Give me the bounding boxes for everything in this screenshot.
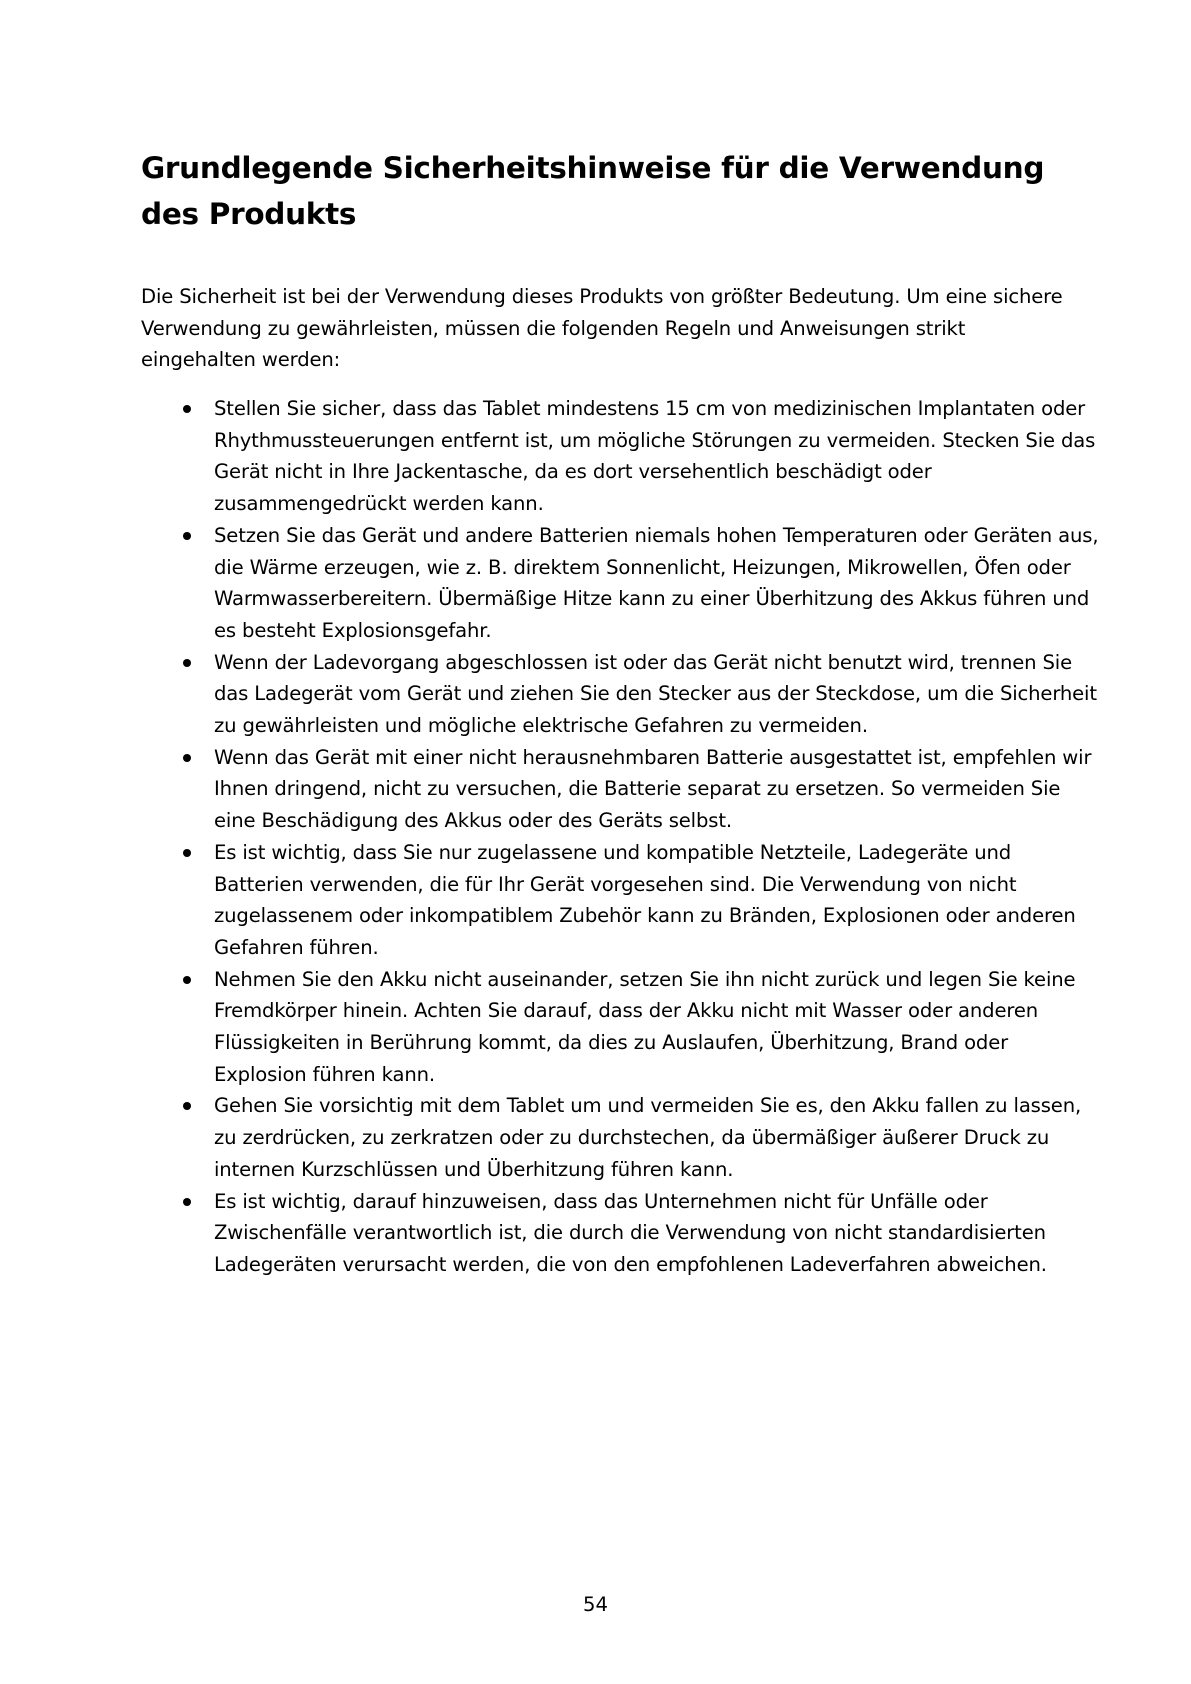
bullet-icon [183, 754, 191, 762]
bullet-icon [183, 1198, 191, 1206]
list-item [141, 837, 1101, 964]
list-item [141, 520, 1101, 647]
list-item-text: Es ist wichtig, dass Sie nur zugelassene und kompatible Netzteile, Ladegeräte und Batterien verwenden, die für Ihr Gerät vorgesehen sind. Die Verwendung von nicht zugelassenem oder inkompatiblem Zubehör kann zu Bränden, Explosionen oder anderen Gefahren führen. [214, 840, 1076, 959]
bullet-icon [183, 659, 191, 667]
list-item [141, 1186, 1101, 1281]
intro-paragraph: Die Sicherheit ist bei der Verwendung dieses Produkts von größter Bedeutung. Um eine sichere Verwendung zu gewährleisten, müssen die folgenden Regeln und Anweisungen strikt eingehalten werden: [141, 285, 1063, 372]
list-item [141, 647, 1101, 742]
list-item-text: Wenn der Ladevorgang abgeschlossen ist oder das Gerät nicht benutzt wird, trennen Sie das Ladegerät vom Gerät und ziehen Sie den Stecker aus der Steckdose, um die Sicherheit zu gewährleisten und mögliche elektrische Gefahren zu vermeiden. [214, 650, 1097, 738]
list-item [141, 1090, 1101, 1185]
list-item [141, 742, 1101, 837]
list-item-text: Stellen Sie sicher, dass das Tablet mindestens 15 cm von medizinischen Implantaten oder Rhythmussteuerungen entfernt ist, um mögliche Störungen zu vermeiden. Stecken Sie das Gerät nicht in Ihre Jackentasche, da es dort versehentlich beschädigt oder zusammengedrückt werden kann. [214, 397, 1096, 516]
list-item [141, 964, 1101, 1091]
list-item-text: Setzen Sie das Gerät und andere Batterien niemals hohen Temperaturen oder Geräten aus, die Wärme erzeugen, wie z. B. direktem Sonnenlicht, Heizungen, Mikrowellen, Öfen oder Warmwasserbereitern. Übermäßige Hitze kann zu einer Überhitzung des Akkus führen und es besteht Explosionsgefahr. [214, 523, 1099, 642]
bullet-icon [183, 1102, 191, 1110]
page-title: Grundlegende Sicherheitshinweise für die Verwendung des Produkts [141, 151, 1045, 231]
list-item-text: Es ist wichtig, darauf hinzuweisen, dass das Unternehmen nicht für Unfälle oder Zwischenfälle verantwortlich ist, die durch die Verwendung von nicht standardisierten Ladegeräten verursacht werden, die von den empfohlenen Ladeverfahren abweichen. [214, 1189, 1047, 1276]
page-number: 54 [583, 1593, 608, 1616]
bullet-icon [183, 532, 191, 540]
list-item-text: Nehmen Sie den Akku nicht auseinander, setzen Sie ihn nicht zurück und legen Sie keine Fremdkörper hinein. Achten Sie darauf, dass der Akku nicht mit Wasser oder anderen Flüssigkeiten in Berührung kommt, da dies zu Auslaufen, Überhitzung, Brand oder Explosion führen kann. [214, 967, 1076, 1086]
list-item-text: Gehen Sie vorsichtig mit dem Tablet um und vermeiden Sie es, den Akku fallen zu lassen, zu zerdrücken, zu zerkratzen oder zu durchstechen, da übermäßiger äußerer Druck zu internen Kurzschlüssen und Überhitzung führen kann. [214, 1094, 1082, 1181]
bullet-icon [183, 976, 191, 984]
bullet-icon [183, 849, 191, 857]
list-item-text: Wenn das Gerät mit einer nicht herausnehmbaren Batterie ausgestattet ist, empfehlen wir Ihnen dringend, nicht zu versuchen, die Batterie separat zu ersetzen. So vermeiden Sie eine Beschädigung des Akkus oder des Geräts selbst. [214, 745, 1092, 833]
safety-instructions-list [141, 393, 1101, 1281]
list-item [141, 393, 1101, 520]
bullet-icon [183, 405, 191, 413]
